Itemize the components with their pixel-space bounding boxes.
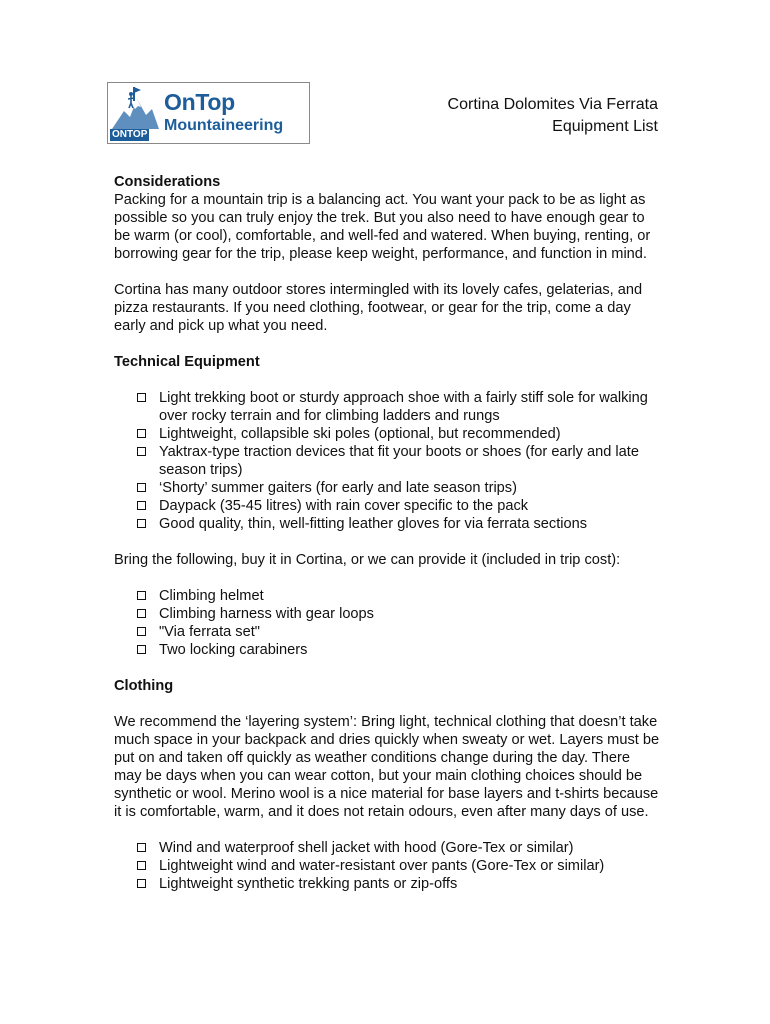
technical-equipment-list <box>114 389 660 533</box>
checklist-item: Daypack (35-45 litres) with rain cover specific to the pack <box>114 497 660 515</box>
checkbox-icon <box>137 843 146 852</box>
checklist-item: Wind and waterproof shell jacket with hood (Gore-Tex or similar) <box>114 839 660 857</box>
document-title-line1: Cortina Dolomites Via Ferrata <box>447 96 658 113</box>
logo-name-line1: OnTop <box>164 89 235 115</box>
checklist-item: Two locking carabiners <box>114 641 660 659</box>
checkbox-icon <box>137 591 146 600</box>
checklist-item: Lightweight wind and water-resistant over pants (Gore-Tex or similar) <box>114 857 660 875</box>
checklist-item: Climbing harness with gear loops <box>114 605 660 623</box>
checklist-item: Climbing helmet <box>114 587 660 605</box>
checkbox-icon <box>137 483 146 492</box>
document-title-line2: Equipment List <box>552 118 658 135</box>
checkbox-icon <box>137 645 146 654</box>
checkbox-icon <box>137 627 146 636</box>
checkbox-icon <box>137 609 146 618</box>
checkbox-icon <box>137 501 146 510</box>
document-body <box>114 173 660 893</box>
checklist-item: Yaktrax-type traction devices that fit your boots or shoes (for early and late season trips) <box>114 443 660 479</box>
checkbox-icon <box>137 429 146 438</box>
considerations-heading: Considerations <box>114 174 221 190</box>
checkbox-icon <box>137 447 146 456</box>
checklist-item: Light trekking boot or sturdy approach shoe with a fairly stiff sole for walking over rocky terrain and for climbing ladders and rungs <box>114 389 660 425</box>
checkbox-icon <box>137 879 146 888</box>
document-title <box>448 94 658 138</box>
logo-badge: ONTOP <box>112 129 148 140</box>
checklist-item: ‘Shorty’ summer gaiters (for early and late season trips) <box>114 479 660 497</box>
checklist-item: Lightweight synthetic trekking pants or zip-offs <box>114 875 660 893</box>
provided-gear-intro: Bring the following, buy it in Cortina, or we can provide it (included in trip cost): <box>114 552 621 568</box>
technical-equipment-heading: Technical Equipment <box>114 354 260 370</box>
company-logo <box>107 82 310 144</box>
checkbox-icon <box>137 519 146 528</box>
considerations-paragraph-1: Packing for a mountain trip is a balancing act. You want your pack to be as light as possible so you can truly enjoy the trek. But you also need to have enough gear to be warm (or cool), comfortable, and well-fed and watered. When buying, renting, or borrowing gear for the trip, please keep weight, performance, and function in mind. <box>114 192 651 262</box>
provided-gear-list <box>114 587 660 659</box>
checklist-item: "Via ferrata set" <box>114 623 660 641</box>
considerations-paragraph-2: Cortina has many outdoor stores intermingled with its lovely cafes, gelaterias, and pizza restaurants. If you need clothing, footwear, or gear for the trip, come a day early and pick up what you need. <box>114 282 643 334</box>
clothing-list <box>114 839 660 893</box>
checklist-item: Lightweight, collapsible ski poles (optional, but recommended) <box>114 425 660 443</box>
checklist-item: Good quality, thin, well-fitting leather gloves for via ferrata sections <box>114 515 660 533</box>
checkbox-icon <box>137 861 146 870</box>
clothing-heading: Clothing <box>114 678 174 694</box>
logo-name-line2: Mountaineering <box>164 117 284 134</box>
clothing-paragraph: We recommend the ‘layering system’: Bring light, technical clothing that doesn’t take much space in your backpack and dries quickly when sweaty or wet. Layers must be put on and taken off quickly as weather conditions change during the day. There may be days when you can wear cotton, but your main clothing choices should be synthetic or wool. Merino wool is a nice material for base layers and t-shirts because it is comfortable, warm, and it does not retain odours, even after many days of use. <box>114 714 660 820</box>
checkbox-icon <box>137 393 146 402</box>
